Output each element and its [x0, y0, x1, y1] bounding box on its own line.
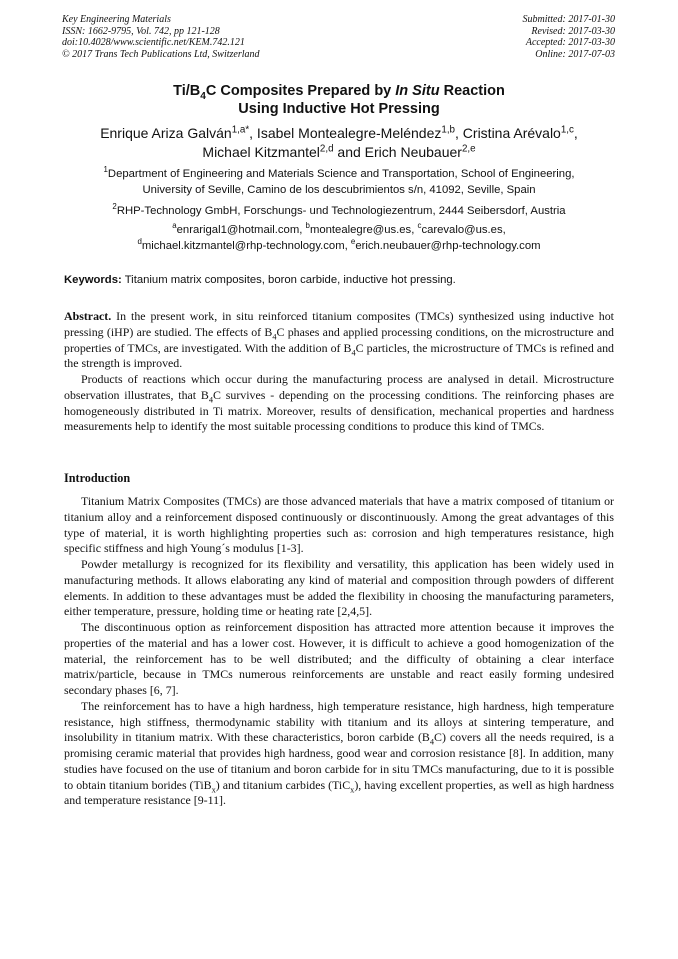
journal-issn: ISSN: 1662-9795, Vol. 742, pp 121-128 [62, 25, 220, 37]
affiliation-2: $^2$RHP-Technology GmbH, Forschungs- und Technologiezentrum, 2444 Seibersdorf, Austria [112, 202, 566, 217]
journal-doi: doi:10.4028/www.scientific.net/KEM.742.121 [62, 37, 245, 49]
section-heading-introduction: Introduction [64, 471, 131, 485]
author-emails: $^a$enrarigal1@hotmail.com, $^b$montealegre@us.es, $^c$carevalo@us.es, $^d$michael.kitzmantel@rhp-technology.com, $^e$erich.neubauer@rhp-technology.com [137, 221, 541, 252]
abstract-label: Abstract. [64, 309, 112, 323]
date-submitted: Submitted: 2017-01-30 [522, 14, 615, 25]
introduction-body [64, 494, 614, 809]
journal-info [62, 14, 260, 60]
intro-paragraph-3: The discontinuous option as reinforcement disposition has attracted more attention because it improves the properties of the material and has a lower cost. However, it is difficult to achieve a good homogenization of the material, the reinforcement has to be well distributed; and the difficulty of obtaining a clear interface matrix/particle, because in TMCs numerous reinforcements are unstable and react easily forming undesired secondary phases [6, 7]. [64, 620, 614, 697]
intro-paragraph-1: Titanium Matrix Composites (TMCs) are those advanced materials that have a matrix composed of titanium or titanium alloy and a reinforcement disposed continuously or discontinuously. Among the great advantages of this type of material, it is worth highlighting properties such as: corrosion and high temperatures resistance, high specific stiffness and high Young´s modulus [1-3]. [64, 494, 614, 556]
abstract-paragraph-1: Abstract. In the present work, in situ reinforced titanium composites (TMCs) synthesized using inductive hot pressing (iHP) are studied. The effects of $B_4C$ phases and applied processing conditions, on the microstructure and properties of TMCs, are investigated. With the addition of $B_4C$ particles, the microstructure of TMCs is refined and the strength is improved. [64, 309, 615, 371]
journal-name: Key Engineering Materials [62, 14, 171, 25]
affiliation-1: $^1$Department of Engineering and Materials Science and Transportation, School of Engineering, University of Seville, Camino de los descubrimientos s/n, 41092, Seville, Spain [103, 165, 575, 196]
author-list: Enrique Ariza Galván$^{1,a*}$, Isabel Montealegre-Meléndez$^{1,b}$, Cristina Arévalo$^{1,c}$, Michael Kitzmantel$^{2,d}$ and Erich Neubauer$^{2,e}$ [100, 124, 578, 160]
journal-copyright: © 2017 Trans Tech Publications Ltd, Switzerland [62, 48, 260, 60]
intro-paragraph-2: Powder metallurgy is recognized for its flexibility and versatility, this application has been widely used in manufacturing methods. It allows elaborating any kind of material and composition through powders of different elements. In addition to these advantages must be added the flexibility in choosing the manufacturing parameters, either temperature, pressure, holding time or heating rate [2,4,5]. [64, 557, 614, 619]
keywords-label: Keywords: [64, 274, 122, 286]
date-accepted: Accepted: 2017-03-30 [525, 37, 615, 49]
publication-dates [523, 14, 616, 60]
date-revised: Revised: 2017-03-30 [531, 25, 615, 37]
paper-title: $Ti/B_4C$ Composites Prepared by In Situ Reaction Using Inductive Hot Pressing [173, 83, 505, 117]
abstract [64, 309, 614, 435]
keywords [64, 273, 616, 288]
intro-paragraph-4: The reinforcement has to have a high hardness, high temperature resistance, high hardness, high temperature resistance, high stiffness, thermodynamic stability with titanium and its alloys at sintering temperature, and insolubility in titanium matrix. With these characteristics, boron carbide $(B_4C)$ covers all the needs required, is a promising ceramic material that provides high hardness, good wear and corrosion resistance [8]. In addition, many studies have focused on the use of titanium and boron carbide for in situ TMCs manufacturing, due to it is possible to obtain titanium borides (TiB$_x$) and titanium carbides (TiC$_x$), having excellent properties, as well as high hardness and temperature resistance [9-11]. [64, 698, 614, 808]
abstract-paragraph-2: Products of reactions which occur during the manufacturing process are analysed in detail. Microstructure observation illustrates, that $B_4C$ survives - depending on the processing conditions. The reinforcing phases are homogeneously distributed in Ti matrix. Moreover, results of densification, mechanical properties and hardness measurements help to identify the most suitable processing conditions to produce this kind of TMCs. [64, 372, 614, 434]
date-online: Online: 2017-07-03 [535, 48, 615, 60]
keywords-text: Titanium matrix composites, boron carbide, inductive hot pressing. [121, 274, 456, 286]
